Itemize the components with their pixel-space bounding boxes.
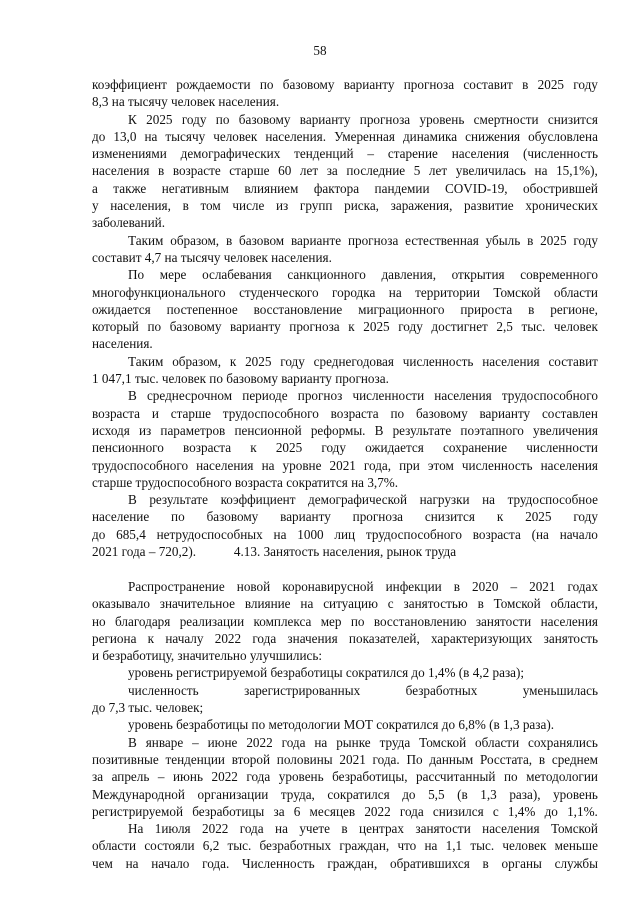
text-line: составит 4,7 на тысячу человек населения.	[92, 249, 332, 265]
text-line: многофункционального студенческого городка на территории Томской области	[92, 284, 598, 300]
text-line: до 13,0 на тысячу человек населения. Умеренная динамика снижения обусловлена	[92, 128, 598, 144]
text-line: который по базовому варианту прогноза к 2025 году достигнет 2,5 тыс. человек	[92, 319, 598, 335]
text-line: На 1июля 2022 года на учете в центрах занятости населения Томской	[128, 821, 598, 837]
text-line: пенсионного возраста к 2025 году ожидается сохранение численности	[92, 440, 598, 456]
text-line: до 685,4 нетрудоспособных на 1000 лиц трудоспособного возраста (на начало	[92, 526, 598, 542]
text-line: области состояли 6,2 тыс. безработных граждан, что на 1,1 тыс. человек меньше	[92, 838, 598, 854]
text-line: трудоспособного населения на уровне 2021 года, при этом численность населения	[92, 457, 598, 473]
text-line: у населения, в том числе из групп риска, заражения, развитие хронических	[92, 198, 598, 214]
text-line: населения в возрасте старше 60 лет за последние 5 лет увеличилась на 15,1%),	[92, 163, 598, 179]
text-line: региона к началу 2022 года значения показателей, характеризующих занятость	[92, 630, 598, 646]
text-line: и безработицу, значительно улучшились:	[92, 648, 323, 664]
text-line: 2021 года – 720,2).	[92, 544, 197, 560]
text-line: изменениями демографических тенденций – старение населения (численность	[92, 146, 598, 162]
text-line: возраста и старше трудоспособного возраста по базовому варианту составлен	[92, 405, 598, 421]
text-line: уровень регистрируемой безработицы сократился до 1,4% (в 4,2 раза);	[128, 665, 525, 681]
text-line: за апрель – июнь 2022 года уровень безработицы, рассчитанный по методологии	[92, 769, 598, 785]
text-line: ожидается постепенное восстановление миграционного прироста в регионе,	[92, 301, 598, 317]
text-line: оказывало значительное влияние на ситуацию с занятостью в Томской области,	[92, 596, 598, 612]
text-line: По мере ослабевания санкционного давления, открытия современного	[128, 267, 598, 283]
text-line: уровень безработицы по методологии МОТ сократился до 6,8% (в 1,3 раза).	[128, 717, 555, 733]
text-line: населения.	[92, 336, 153, 352]
body-text-top	[92, 76, 598, 560]
text-line: старше трудоспособного возраста сократится на 3,7%.	[92, 474, 399, 490]
text-line: Распространение новой коронавирусной инфекции в 2020 – 2021 годах	[128, 579, 598, 594]
text-line: но благодаря реализации комплекса мер по восстановлению занятости населения	[92, 613, 598, 629]
text-line: К 2025 году по базовому варианту прогноза уровень смертности снизится	[128, 111, 598, 127]
text-line: исходя из параметров пенсионной реформы. В результате поэтапного увеличения	[92, 422, 598, 438]
text-line: Таким образом, к 2025 году среднегодовая численность населения составит	[128, 353, 598, 369]
text-line: численность зарегистрированных безработных уменьшилась	[128, 682, 598, 698]
text-line: заболеваний.	[92, 215, 166, 231]
text-line: коэффициент рождаемости по базовому варианту прогноза составит в 2025 году	[92, 77, 598, 92]
page-number: 58	[313, 43, 327, 58]
text-line: до 7,3 тыс. человек;	[92, 700, 204, 716]
text-line: население по базовому варианту прогноза снизится к 2025 году	[92, 509, 598, 525]
text-line: 8,3 на тысячу человек населения.	[92, 94, 280, 110]
text-line: 1 047,1 тыс. человек по базовому варианту прогноза.	[92, 371, 389, 387]
text-line: регистрируемой безработицы за 6 месяцев 2022 года снизился с 1,4% до 1,1%.	[92, 803, 598, 819]
text-line: Таким образом, в базовом варианте прогноза естественная убыль в 2025 году	[128, 232, 598, 248]
text-line: позитивные тенденции второй половины 2021 года. По данным Росстата, в среднем	[92, 751, 598, 767]
text-line: В январе – июне 2022 года на рынке труда Томской области сохранялись	[128, 734, 598, 750]
text-line: В результате коэффициент демографической нагрузки на трудоспособное	[128, 492, 598, 508]
text-line: чем на начало года. Численность граждан, обратившихся в органы службы	[92, 855, 598, 871]
text-line: а также негативным влиянием фактора пандемии COVID-19, обострившей	[92, 180, 598, 196]
text-line: Международной организации труда, сократился до 5,5 (в 1,3 раза), уровень	[92, 786, 598, 802]
body-text-bottom	[92, 578, 598, 872]
text-line: В среднесрочном периоде прогноз численности населения трудоспособного	[128, 388, 598, 404]
section-heading: 4.13. Занятость населения, рынок труда	[233, 544, 457, 559]
